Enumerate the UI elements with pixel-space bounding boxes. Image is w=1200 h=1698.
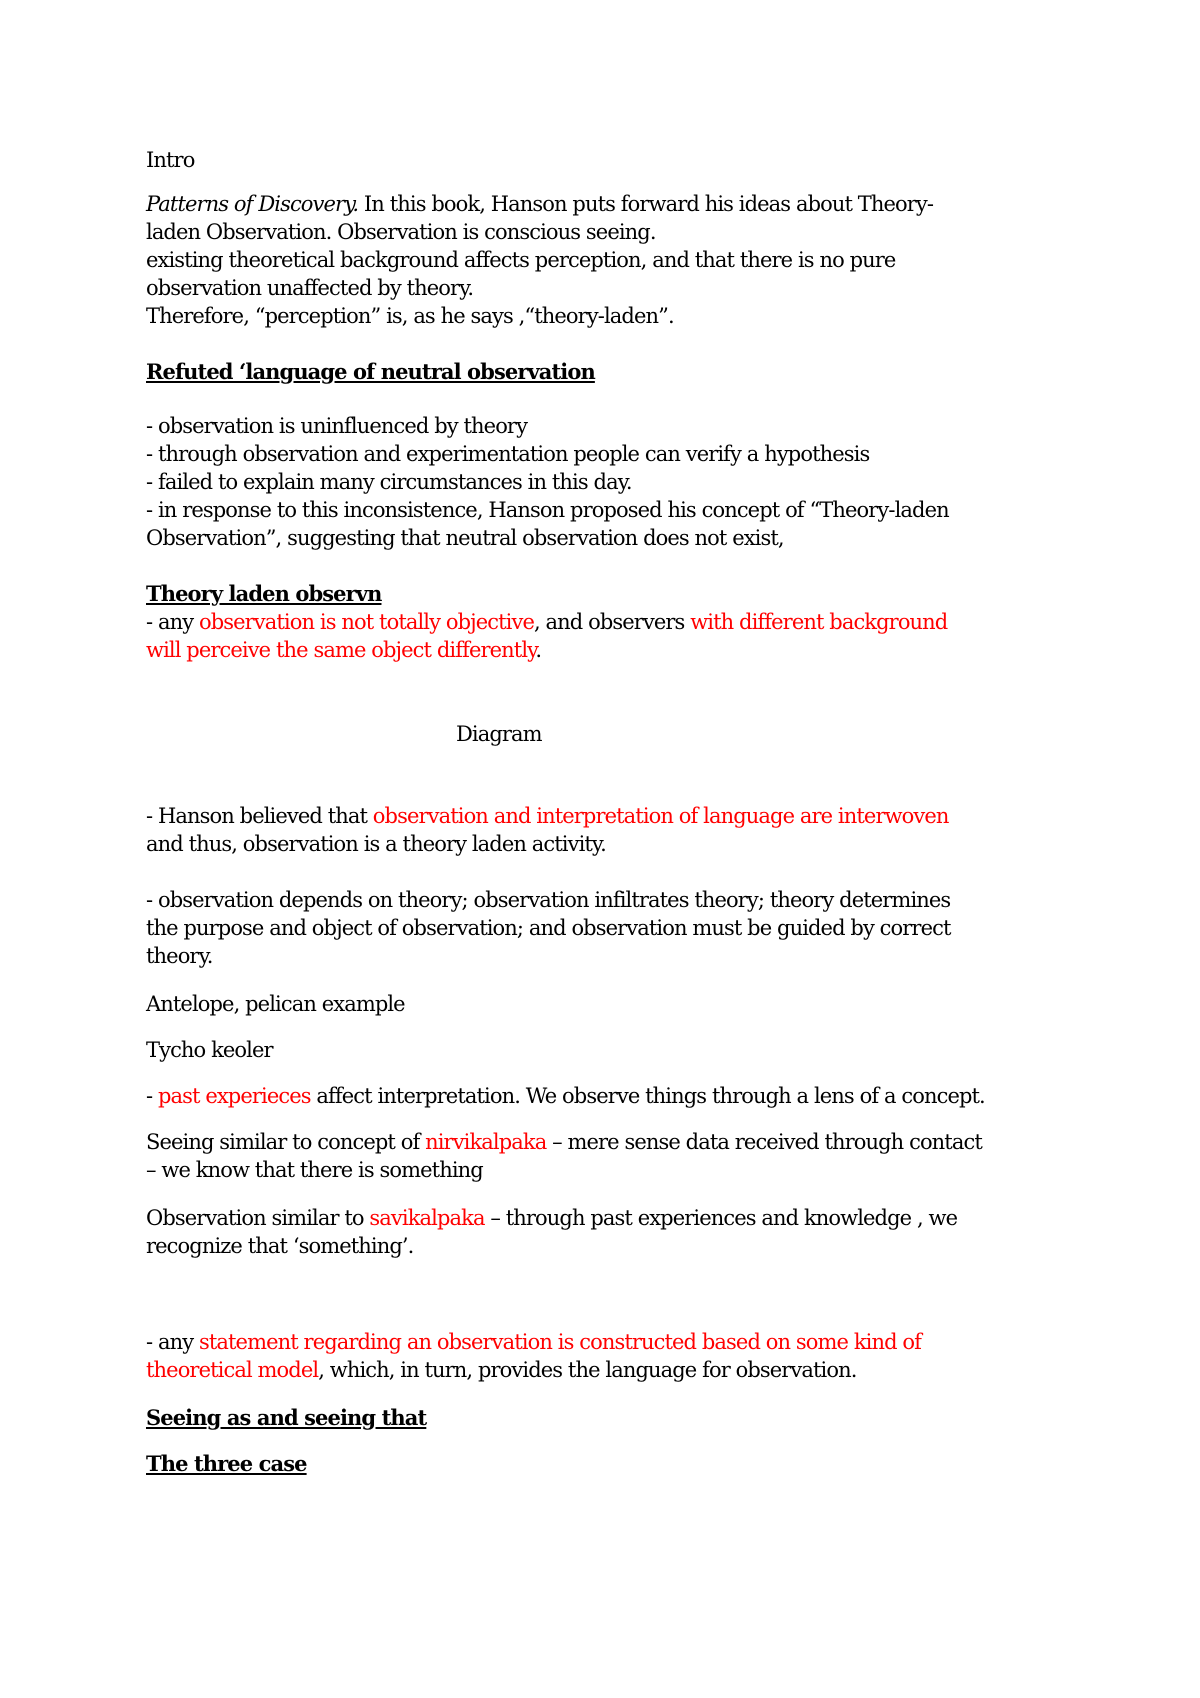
diagram-label: Diagram bbox=[456, 722, 542, 746]
list-item: - through observation and experimentation people can verify a hypothesis bbox=[146, 442, 870, 466]
book-title: Patterns of Discovery. bbox=[146, 192, 359, 216]
depends-paragraph: - observation depends on theory; observation infiltrates theory; theory determines the purpose and object of observation; and observation must be guided by correct theory. bbox=[146, 888, 951, 968]
list-item: - failed to explain many circumstances in this day. bbox=[146, 470, 632, 494]
list-item: - observation is uninfluenced by theory bbox=[146, 414, 528, 438]
theory-laden-heading: Theory laden observn bbox=[146, 581, 382, 606]
seeing-paragraph: Seeing similar to concept of nirvikalpaka – mere sense data received through contact – we know that there is something bbox=[146, 1130, 982, 1182]
list-item: - in response to this inconsistence, Hanson proposed his concept of “Theory-laden bbox=[146, 498, 949, 522]
three-case-heading: The three case bbox=[146, 1451, 307, 1476]
intro-paragraph-1: Patterns of Discovery. In this book, Hanson puts forward his ideas about Theory- laden Observation. Observation is conscious seeing. bbox=[146, 192, 934, 244]
intro-title: Intro bbox=[146, 148, 195, 172]
intro-paragraph-2: existing theoretical background affects perception, and that there is no pure observation unaffected by theory. bbox=[146, 248, 896, 300]
antelope-line: Antelope, pelican example bbox=[146, 992, 405, 1016]
past-paragraph: - past experieces affect interpretation. We observe things through a lens of a concept. bbox=[146, 1084, 985, 1108]
observation-paragraph: Observation similar to savikalpaka – through past experiences and knowledge , we recognize that ‘something’. bbox=[146, 1206, 958, 1258]
seeing-as-heading: Seeing as and seeing that bbox=[146, 1405, 427, 1430]
list-item: Observation”, suggesting that neutral observation does not exist, bbox=[146, 526, 784, 550]
intro-paragraph-3: Therefore, “perception” is, as he says ,“theory-laden”. bbox=[146, 304, 674, 328]
refuted-heading: Refuted ‘language of neutral observation bbox=[146, 359, 595, 384]
hanson-paragraph: - Hanson believed that observation and interpretation of language are interwoven and thus, observation is a theory laden activity. bbox=[146, 804, 949, 856]
tycho-line: Tycho keoler bbox=[146, 1038, 273, 1062]
statement-paragraph: - any statement regarding an observation is constructed based on some kind of theoretical model, which, in turn, provides the language for observation. bbox=[146, 1330, 922, 1382]
theory-laden-paragraph: - any observation is not totally objective, and observers with different background will perceive the same object differently. bbox=[146, 610, 948, 662]
refuted-list bbox=[146, 412, 1066, 552]
